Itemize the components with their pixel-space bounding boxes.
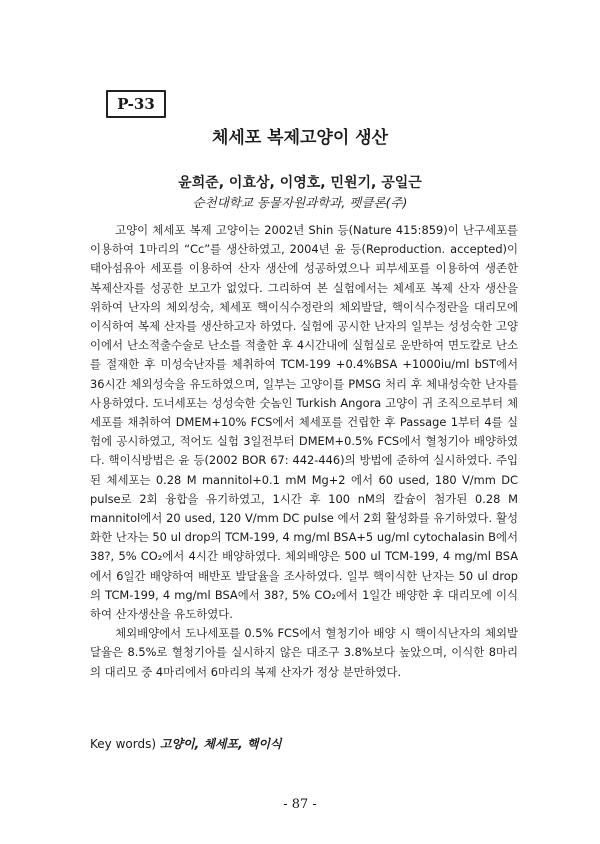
keywords-label: Key words) bbox=[90, 737, 156, 751]
keywords-line bbox=[90, 735, 282, 752]
abstract-paragraph-1: 고양이 체세포 복제 고양이는 2002년 Shin 등(Nature 415:859)이 난구세포를 이용하여 1마리의 “Cc”를 생산하였고, 2004년 윤 등(Reproduction. accepted)이 태아섬유아 세포를 이용하여 산자 생산에 성공하였으나 피부세포를 이용하여 생존한 복제산자를 성공한 보고가 없었다. 그리하여 본 실험에서는 체세포 복제 산자 생산을 위하여 난자의 체외성숙, 체세포 핵이식수정란의 체외발달, 핵이식수정란을 대리모에 이식하여 복제 산자를 생산하고자 하였다. 실험에 공시한 난자의 일부는 성성숙한 고양이에서 난소적출수술로 난소를 적출한 후 4시간내에 실험실로 운반하여 면도칼로 난소를 절재한 후 미성숙난자를 체취하여 TCM-199 +0.4%BSA +1000iu/ml bST에서 36시간 체외성숙을 유도하였으며, 일부는 고양이를 PMSG 처리 후 체내성숙한 난자를 사용하였다. 도너세포는 성성숙한 숫놈인 Turkish Angora 고양이 귀 조직으로부터 체세포를 채취하여 DMEM+10% FCS에서 체세포를 건립한 후 Passage 1부터 4를 실험에 공시하였고, 적어도 실험 3일전부터 DMEM+0.5% FCS에서 혈청기아 배양하였다. 핵이식방법은 윤 등(2002 BOR 67: 442-446)의 방법에 준하여 실시하였다. 주입된 체세포는 0.28 M mannitol+0.1 mM Mg+2 에서 60 used, 180 V/mm DC pulse로 2회 융합을 유기하였고, 1시간 후 100 nM의 칼슘이 첨가된 0.28 M mannitol에서 20 used, 120 V/mm DC pulse 에서 2회 활성화를 유기하였다. 활성화한 난자는 50 ul drop의 TCM-199, 4 mg/ml BSA+5 ug/ml cytochalasin B에서 38?, 5% CO₂에서 4시간 배양하였다. 체외배양은 500 ul TCM-199, 4 mg/ml BSA에서 6일간 배양하여 배반포 발달율을 조사하였다. 일부 핵이식한 난자는 50 ul drop의 TCM-199, 4 mg/ml BSA에서 38?, 5% CO₂에서 1일간 배양한 후 대리모에 이식하여 산자생산을 유도하였다. bbox=[90, 223, 518, 622]
paper-title: 체세포 복제고양이 생산 bbox=[211, 128, 389, 148]
abstract-paragraph-2: 체외배양에서 도나세포를 0.5% FCS에서 혈청기아 배양 시 핵이식난자의 체외발달율은 8.5%로 혈청기아를 실시하지 않은 대조구 3.8%보다 높았으며, 이식한 8마리의 대리모 중 4마리에서 6마리의 복제 산자가 정상 분만하였다. bbox=[90, 626, 518, 679]
author-list: 윤희준, 이효상, 이영호, 민원기, 공일근 bbox=[178, 175, 422, 191]
affiliation: 순천대학교 동물자원과학과, 펫클론(주) bbox=[192, 195, 408, 210]
keywords-values: 고양이, 체세포, 핵이식 bbox=[159, 737, 282, 751]
page-number: - 87 - bbox=[283, 797, 317, 812]
poster-id-box: P-33 bbox=[106, 90, 166, 118]
abstract-body bbox=[90, 221, 518, 682]
